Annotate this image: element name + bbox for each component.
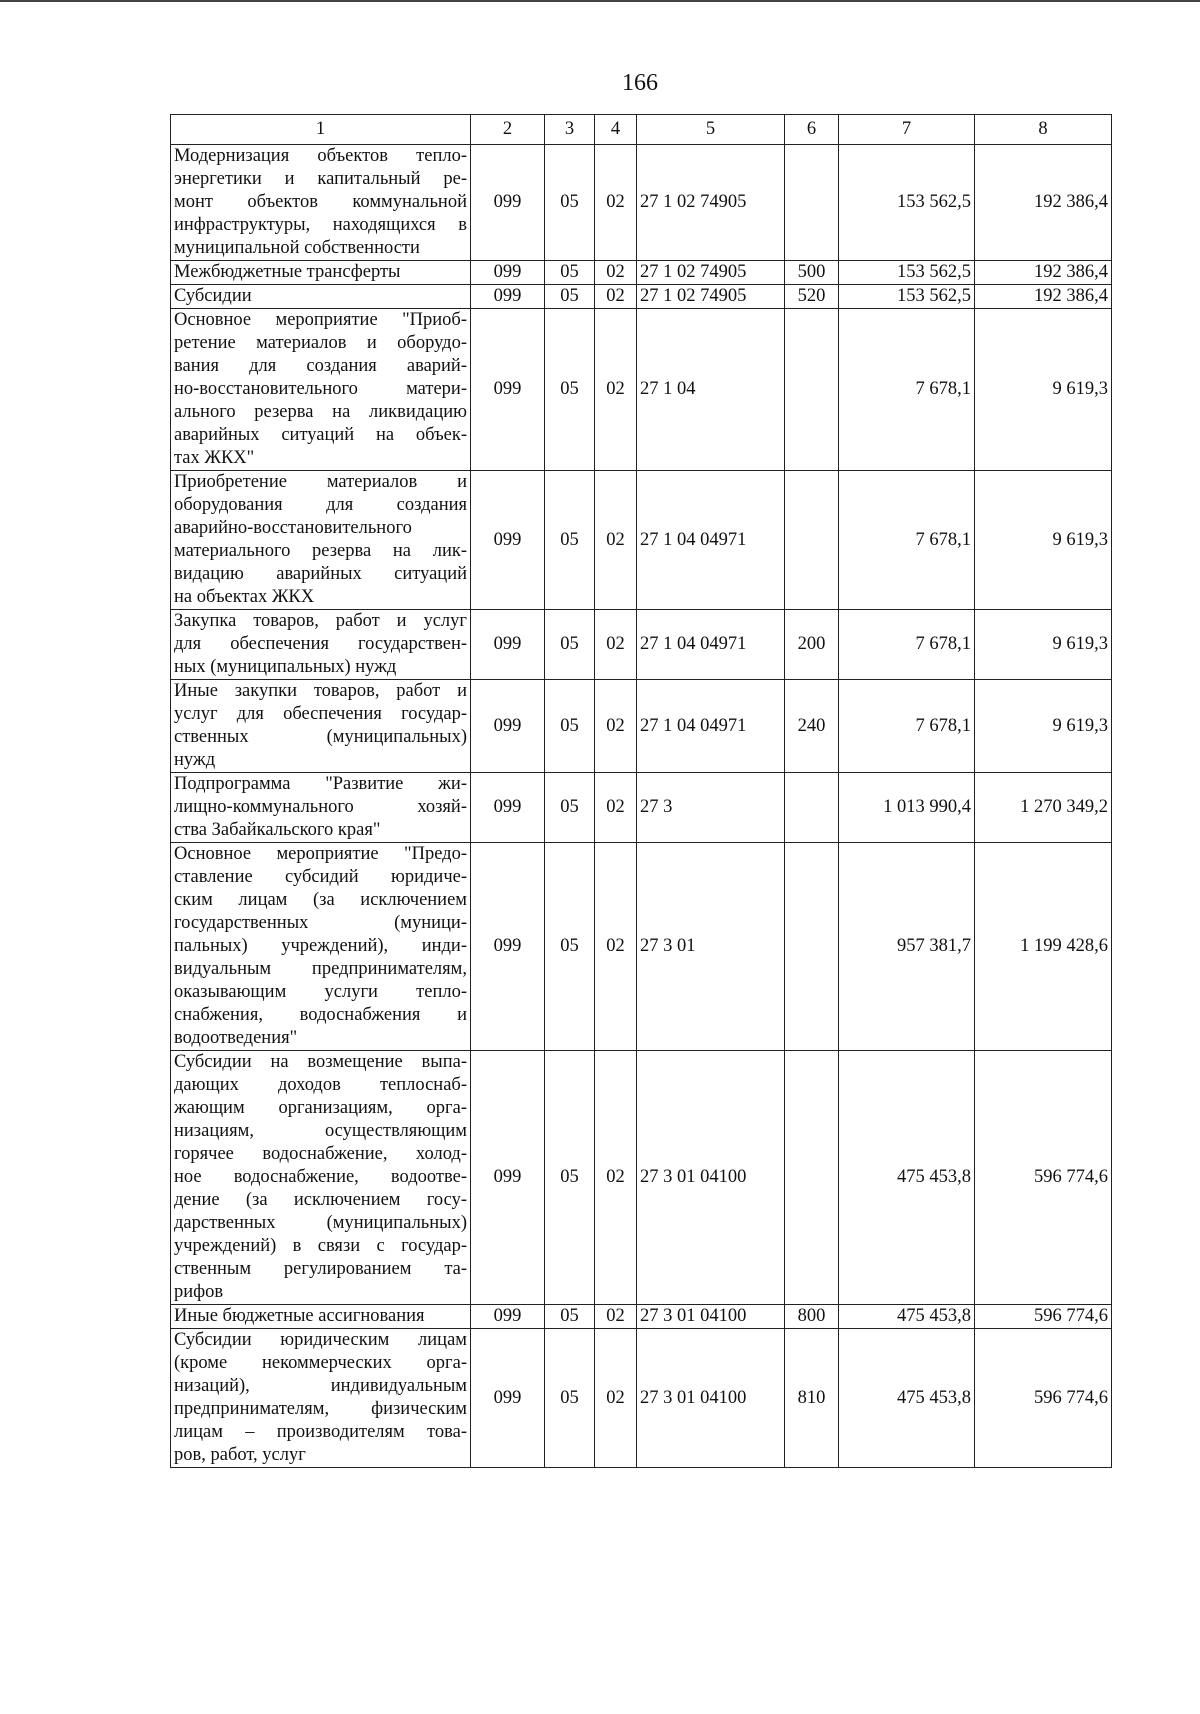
item-name-line: Субсидии на возмещение выпа- — [174, 1052, 467, 1072]
expense-type-cell: 200 — [785, 610, 839, 680]
column-header: 1 — [171, 115, 471, 145]
section-code-cell: 05 — [545, 145, 595, 261]
item-name-line: ных (муниципальных) нужд — [174, 657, 397, 677]
subsection-code-cell: 02 — [595, 145, 637, 261]
expense-type-cell — [785, 1051, 839, 1305]
amount-year2-cell: 9 619,3 — [975, 610, 1112, 680]
item-name-line: водоотведения" — [174, 1028, 298, 1048]
amount-year2-cell: 192 386,4 — [975, 285, 1112, 309]
column-header: 5 — [637, 115, 785, 145]
item-name-cell — [171, 285, 471, 309]
item-name-cell — [171, 773, 471, 843]
amount-year1-cell: 475 453,8 — [839, 1329, 975, 1468]
item-name-line: вания для создания аварий- — [174, 356, 467, 376]
section-code-cell: 05 — [545, 610, 595, 680]
target-article-cell: 27 1 02 74905 — [637, 285, 785, 309]
program-code-cell: 099 — [471, 285, 545, 309]
item-name-line: предпринимателям, физическим — [174, 1399, 467, 1419]
table-row — [171, 843, 1112, 1051]
item-name-line: инфраструктуры, находящихся в — [174, 215, 467, 235]
amount-year1-cell: 7 678,1 — [839, 680, 975, 773]
table-row — [171, 471, 1112, 610]
section-code-cell: 05 — [545, 261, 595, 285]
item-name-cell — [171, 471, 471, 610]
amount-year2-cell: 192 386,4 — [975, 261, 1112, 285]
item-name-line: ров, работ, услуг — [174, 1445, 306, 1465]
item-name-line: Основное мероприятие "Приоб- — [174, 310, 467, 330]
target-article-cell: 27 3 01 04100 — [637, 1305, 785, 1329]
table-row — [171, 309, 1112, 471]
expense-type-cell: 810 — [785, 1329, 839, 1468]
subsection-code-cell: 02 — [595, 610, 637, 680]
item-name-line: дарственных (муниципальных) — [174, 1213, 467, 1233]
amount-year2-cell: 1 199 428,6 — [975, 843, 1112, 1051]
target-article-cell: 27 1 02 74905 — [637, 261, 785, 285]
item-name-line: на объектах ЖКХ — [174, 587, 315, 607]
amount-year2-cell: 9 619,3 — [975, 471, 1112, 610]
item-name-line: Модернизация объектов тепло- — [174, 146, 467, 166]
amount-year2-cell: 1 270 349,2 — [975, 773, 1112, 843]
amount-year2-cell: 596 774,6 — [975, 1305, 1112, 1329]
table-row — [171, 261, 1112, 285]
item-name-line: аварийно-восстановительного — [174, 518, 412, 538]
item-name-line: муниципальной собственности — [174, 238, 420, 258]
amount-year1-cell: 7 678,1 — [839, 471, 975, 610]
amount-year2-cell: 596 774,6 — [975, 1051, 1112, 1305]
column-header: 6 — [785, 115, 839, 145]
item-name-cell — [171, 680, 471, 773]
table-body — [171, 115, 1112, 1468]
column-header: 4 — [595, 115, 637, 145]
target-article-cell: 27 3 01 04100 — [637, 1051, 785, 1305]
subsection-code-cell: 02 — [595, 1329, 637, 1468]
item-name-line: Субсидии юридическим лицам — [174, 1330, 467, 1350]
subsection-code-cell: 02 — [595, 285, 637, 309]
item-name-line: Основное мероприятие "Предо- — [174, 844, 467, 864]
item-name-line: горячее водоснабжение, холод- — [174, 1144, 467, 1164]
budget-table — [170, 114, 1112, 1468]
item-name-line: Приобретение материалов и — [174, 472, 467, 492]
item-name-cell — [171, 610, 471, 680]
item-name-line: ственным регулированием та- — [174, 1259, 467, 1279]
table-row — [171, 1329, 1112, 1468]
item-name-line: ставление субсидий юридиче- — [174, 867, 467, 887]
item-name-line: жающим организациям, орга- — [174, 1098, 467, 1118]
item-name-line: для обеспечения государствен- — [174, 634, 467, 654]
amount-year1-cell: 957 381,7 — [839, 843, 975, 1051]
item-name-cell — [171, 1329, 471, 1468]
item-name-line: оборудования для создания — [174, 495, 467, 515]
item-name-line: дение (за исключением госу- — [174, 1190, 467, 1210]
target-article-cell: 27 3 01 04100 — [637, 1329, 785, 1468]
amount-year1-cell: 153 562,5 — [839, 145, 975, 261]
amount-year2-cell: 9 619,3 — [975, 309, 1112, 471]
amount-year1-cell: 153 562,5 — [839, 285, 975, 309]
subsection-code-cell: 02 — [595, 261, 637, 285]
target-article-cell: 27 3 — [637, 773, 785, 843]
expense-type-cell — [785, 773, 839, 843]
page-number: 166 — [622, 70, 658, 96]
program-code-cell: 099 — [471, 1305, 545, 1329]
subsection-code-cell: 02 — [595, 1305, 637, 1329]
item-name-cell — [171, 261, 471, 285]
item-name-line: нужд — [174, 750, 216, 770]
table-row — [171, 1051, 1112, 1305]
subsection-code-cell: 02 — [595, 471, 637, 610]
item-name-line: Межбюджетные трансферты — [174, 262, 401, 282]
item-name-line: монт объектов коммунальной — [174, 192, 467, 212]
item-name-cell — [171, 843, 471, 1051]
amount-year1-cell: 153 562,5 — [839, 261, 975, 285]
table-row — [171, 145, 1112, 261]
item-name-line: но-восстановительного матери- — [174, 379, 467, 399]
item-name-line: Иные закупки товаров, работ и — [174, 681, 467, 701]
subsection-code-cell: 02 — [595, 680, 637, 773]
program-code-cell: 099 — [471, 680, 545, 773]
program-code-cell: 099 — [471, 610, 545, 680]
item-name-line: (кроме некоммерческих орга- — [174, 1353, 467, 1373]
table-row — [171, 285, 1112, 309]
item-name-line: ским лицам (за исключением — [174, 890, 467, 910]
column-header: 7 — [839, 115, 975, 145]
subsection-code-cell: 02 — [595, 843, 637, 1051]
item-name-line: ального резерва на ликвидацию — [174, 402, 467, 422]
item-name-line: материального резерва на лик- — [174, 541, 467, 561]
table-row — [171, 610, 1112, 680]
expense-type-cell: 520 — [785, 285, 839, 309]
column-header: 2 — [471, 115, 545, 145]
item-name-line: Закупка товаров, работ и услуг — [174, 611, 467, 631]
item-name-line: видацию аварийных ситуаций — [174, 564, 467, 584]
section-code-cell: 05 — [545, 309, 595, 471]
expense-type-cell — [785, 145, 839, 261]
amount-year1-cell: 475 453,8 — [839, 1051, 975, 1305]
item-name-line: лицам – производителям това- — [174, 1422, 467, 1442]
program-code-cell: 099 — [471, 261, 545, 285]
program-code-cell: 099 — [471, 1329, 545, 1468]
item-name-line: ретение материалов и оборудо- — [174, 333, 467, 353]
section-code-cell: 05 — [545, 1305, 595, 1329]
item-name-line: Подпрограмма "Развитие жи- — [174, 774, 467, 794]
item-name-line: Субсидии — [174, 286, 252, 306]
table-row — [171, 773, 1112, 843]
section-code-cell: 05 — [545, 773, 595, 843]
table-row — [171, 680, 1112, 773]
item-name-line: низаций), индивидуальным — [174, 1376, 467, 1396]
target-article-cell: 27 1 04 — [637, 309, 785, 471]
item-name-line: тах ЖКХ" — [174, 448, 255, 468]
item-name-line: рифов — [174, 1282, 224, 1302]
item-name-line: государственных (муници- — [174, 913, 467, 933]
section-code-cell: 05 — [545, 680, 595, 773]
item-name-cell — [171, 1051, 471, 1305]
section-code-cell: 05 — [545, 843, 595, 1051]
expense-type-cell: 500 — [785, 261, 839, 285]
amount-year2-cell: 192 386,4 — [975, 145, 1112, 261]
target-article-cell: 27 1 04 04971 — [637, 680, 785, 773]
item-name-cell — [171, 1305, 471, 1329]
item-name-line: пальных) учреждений), инди- — [174, 936, 467, 956]
item-name-line: лищно-коммунального хозяй- — [174, 797, 467, 817]
header-row — [171, 115, 1112, 145]
item-name-line: учреждений) в связи с государ- — [174, 1236, 467, 1256]
item-name-line: услуг для обеспечения государ- — [174, 704, 467, 724]
amount-year1-cell: 475 453,8 — [839, 1305, 975, 1329]
item-name-line: низациям, осуществляющим — [174, 1121, 467, 1141]
item-name-line: снабжения, водоснабжения и — [174, 1005, 467, 1025]
expense-type-cell — [785, 843, 839, 1051]
table-row — [171, 1305, 1112, 1329]
item-name-line: оказывающим услуги тепло- — [174, 982, 467, 1002]
scan-edge-line — [0, 0, 1200, 2]
expense-type-cell — [785, 309, 839, 471]
section-code-cell: 05 — [545, 1051, 595, 1305]
amount-year2-cell: 596 774,6 — [975, 1329, 1112, 1468]
item-name-cell — [171, 145, 471, 261]
subsection-code-cell: 02 — [595, 309, 637, 471]
section-code-cell: 05 — [545, 285, 595, 309]
expense-type-cell: 800 — [785, 1305, 839, 1329]
item-name-line: Иные бюджетные ассигнования — [174, 1306, 425, 1326]
item-name-line: энергетики и капитальный ре- — [174, 169, 467, 189]
amount-year1-cell: 7 678,1 — [839, 309, 975, 471]
target-article-cell: 27 1 02 74905 — [637, 145, 785, 261]
target-article-cell: 27 1 04 04971 — [637, 610, 785, 680]
item-name-line: ственных (муниципальных) — [174, 727, 467, 747]
column-header: 3 — [545, 115, 595, 145]
program-code-cell: 099 — [471, 471, 545, 610]
section-code-cell: 05 — [545, 1329, 595, 1468]
expense-type-cell — [785, 471, 839, 610]
program-code-cell: 099 — [471, 773, 545, 843]
amount-year1-cell: 7 678,1 — [839, 610, 975, 680]
expense-type-cell: 240 — [785, 680, 839, 773]
program-code-cell: 099 — [471, 145, 545, 261]
program-code-cell: 099 — [471, 843, 545, 1051]
item-name-line: дающих доходов теплоснаб- — [174, 1075, 467, 1095]
item-name-line: ства Забайкальского края" — [174, 820, 381, 840]
target-article-cell: 27 3 01 — [637, 843, 785, 1051]
column-header: 8 — [975, 115, 1112, 145]
section-code-cell: 05 — [545, 471, 595, 610]
item-name-line: аварийных ситуаций на объек- — [174, 425, 467, 445]
item-name-line: ное водоснабжение, водоотве- — [174, 1167, 467, 1187]
subsection-code-cell: 02 — [595, 773, 637, 843]
amount-year1-cell: 1 013 990,4 — [839, 773, 975, 843]
program-code-cell: 099 — [471, 1051, 545, 1305]
target-article-cell: 27 1 04 04971 — [637, 471, 785, 610]
subsection-code-cell: 02 — [595, 1051, 637, 1305]
item-name-cell — [171, 309, 471, 471]
amount-year2-cell: 9 619,3 — [975, 680, 1112, 773]
item-name-line: видуальным предпринимателям, — [174, 959, 467, 979]
program-code-cell: 099 — [471, 309, 545, 471]
